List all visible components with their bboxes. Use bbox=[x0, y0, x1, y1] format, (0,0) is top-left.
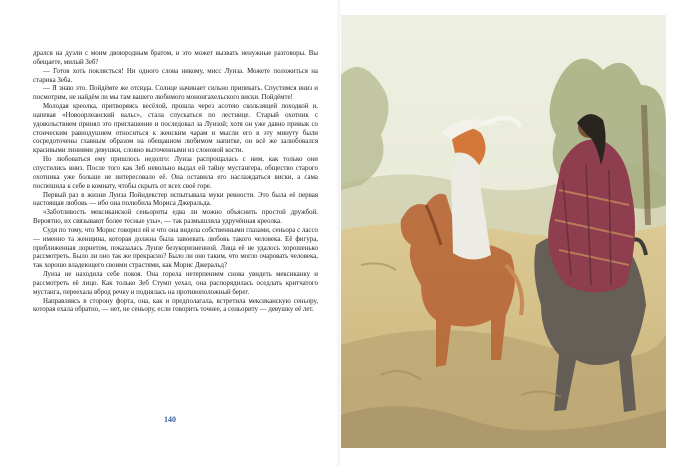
paragraph: Молодая креолка, притворяясь весёлой, прошла через асотею скользящей походкой и, напевая «Новоорлеанский вальс», стала спускаться по лестнице. Старый охотник с удовольствием принял это приглашение и последовал за Луизой; хотя он уже давно привык со стоическим равнодушием относиться к женским чарам и мысли его в эту минуту были сосредоточены главным образом на обещанном любимом напитке, он всё же залюбовался красивыми линиями девушки, словно выточенными из слоновой кости. bbox=[33, 103, 318, 155]
page-number: 140 bbox=[164, 415, 176, 424]
paragraph: Луиза не находила себе покоя. Она горела нетерпением снова увидеть мексиканку и рассмотреть её лицо. Как только Зеб Стумп уехал, она распорядилась оседлать критчатого мустанга, переехала вброд речку и поднялась на противоположный берег. bbox=[33, 271, 318, 296]
paragraph: — Готов хоть поклясться! Ни одного слова никому, мисс Луиза. Можете положиться на старика Зеба. bbox=[33, 67, 318, 84]
paragraph: — Я знаю это. Пойдёмте же отсюда. Солнце начинает сильно припекать. Спустимся вниз и посмотрим, не найдём ли мы там вашего любимого мононгахельского виски. Пойдёмте! bbox=[33, 85, 318, 102]
paragraph: дрался на дуэли с моим двоюродным братом, и это может вызвать ненужные разговоры. Вы обещаете, милый Зеб? bbox=[33, 50, 318, 66]
paragraph: Но любоваться ему пришлось недолго: Луиза распрощалась с ним, как только они спустились вниз. После того как Зеб невольно выдал ей тайну мустангера, общество старого охотника уже больше не интересовало её. Она оставила его наслаждаться виски, а сама поспешила к себе в комнату, чтобы скрыть от всех своё горе. bbox=[33, 156, 318, 190]
illustration bbox=[341, 15, 666, 448]
paragraph: «Заботливость мексиканской сеньориты едва ли можно объяснить простой дружбой. Вероятно, их связывают более тесные узы», — так размышляла удручённая креолка. bbox=[33, 209, 318, 226]
paragraph: Судя по тому, что Морис говорил ей и что она видела собственными глазами, сеньора с лассо — именно та женщина, которая должна была завоевать любовь такого человека. Её фигура, приближенная лорнетом, показалась Луизе безукоризненной. Лица её не удалось хорошенько рассмотреть. Было ли оно так же прекрасно? Было ли оно таким, что могло очаровать человека, так хорошо владеющего своими страстями, как Морис Джеральд? bbox=[33, 226, 318, 270]
paragraph: Первый раз в жизни Луиза Пойндекстер испытывала муки ревности. Это была её первая настоящая любовь — ибо она полюбила Мориса Джеральда. bbox=[33, 191, 318, 208]
illustration-riders-svg bbox=[341, 15, 666, 448]
text-column bbox=[33, 50, 318, 315]
paragraph: Направляясь в сторону форта, она, как и предполагала, встретила мексиканскую сеньору, которая ехала обратно, — нет, не сеньору, если говорить точнее, а сеньориту — девушку её лет. bbox=[33, 297, 318, 314]
